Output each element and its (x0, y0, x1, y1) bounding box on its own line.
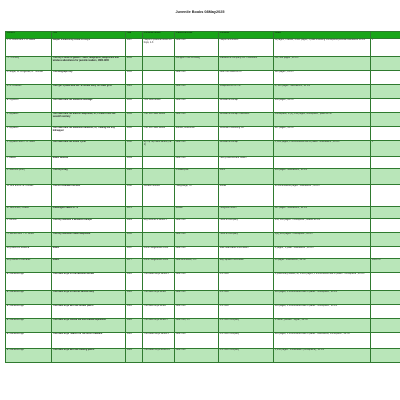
table-cell[interactable]: J. Balard (6, 156, 52, 168)
header-cell[interactable]: Publisher (219, 32, 274, 39)
table-cell[interactable]: Radio Rescue (52, 156, 126, 168)
table-cell[interactable]: New York (175, 112, 219, 126)
table-cell[interactable] (371, 98, 400, 112)
table-cell[interactable] (143, 206, 175, 218)
table-cell[interactable]: Hurst & Company (219, 218, 274, 232)
table-cell[interactable]: A.L. Burt Company (219, 348, 274, 362)
table-cell[interactable]: 1977 (126, 258, 143, 272)
table-cell[interactable]: Harper & Brothers (219, 38, 274, 56)
table-cell[interactable] (143, 70, 175, 84)
table-cell[interactable]: The radio boys series 1 (143, 318, 175, 332)
header-cell[interactable]: Notes (274, 32, 371, 39)
table-cell[interactable]: 1947 (126, 246, 143, 258)
table-cell[interactable]: Racine, Wisconsin (175, 126, 219, 140)
table-cell[interactable]: The Tom Swift series (143, 126, 175, 140)
table-row[interactable] (6, 290, 400, 304)
table-cell[interactable]: A.L. Burt (219, 304, 274, 318)
table-cell[interactable]: 1 (371, 38, 400, 56)
table-cell[interactable]: Parkland & Company Inc. Publishers (219, 56, 274, 70)
table-cell[interactable] (371, 232, 400, 246)
table-cell[interactable]: 36 pages : illustrations ; 20 cm (274, 258, 371, 272)
table-cell[interactable]: 1922 (126, 304, 143, 318)
table-row[interactable] (6, 304, 400, 318)
table-row[interactable] (6, 184, 400, 206)
table-cell[interactable]: Decatur scenes (143, 184, 175, 206)
table-cell[interactable]: Blue Seal Radio Information (219, 246, 274, 258)
table-cell[interactable]: New Brunswick, N.J. (175, 258, 219, 272)
table-cell[interactable] (143, 156, 175, 168)
table-cell[interactable]: The boy inventor's wireless triumph (52, 218, 126, 232)
table-cell[interactable]: W. Bird and W. E. Cordiier (6, 184, 52, 206)
table-row[interactable] (6, 318, 400, 332)
table-cell[interactable]: The radio boys series (143, 304, 175, 318)
table-row[interactable] (6, 246, 400, 258)
table-row[interactable] (6, 38, 400, 56)
table-cell[interactable]: New York (175, 246, 219, 258)
table-row[interactable] (6, 206, 400, 218)
table-cell[interactable]: x, 206 pages, 1 unnumbered leaf of plates : illustrations ; 19 cm (274, 140, 371, 156)
table-cell[interactable]: H. H. Amory (6, 56, 52, 70)
table-cell[interactable]: E. Appleton (6, 98, 52, 112)
table-cell[interactable]: 1005 cm (371, 258, 400, 272)
header-row (6, 32, 400, 39)
table-cell[interactable]: L. Bonner (6, 218, 52, 232)
table-cell[interactable]: Tom Swift and his television detector, or, Trailing the tray kidnapper (52, 126, 126, 140)
table-cell[interactable]: 116 pages ; 19 cm (274, 70, 371, 84)
table-cell[interactable]: 201 pages : illustrations ; 20 cm (274, 168, 371, 184)
table-cell[interactable]: E. Dandeveridge (6, 318, 52, 332)
table-row[interactable] (6, 272, 400, 290)
table-row[interactable] (6, 84, 400, 98)
table-cell[interactable]: 1910 (126, 140, 143, 156)
table-cell[interactable]: E. Dandeveridge (6, 290, 52, 304)
table-cell[interactable] (371, 184, 400, 206)
table-row[interactable] (6, 126, 400, 140)
header-cell[interactable]: Publisher/Series (143, 32, 175, 39)
table-cell[interactable]: V. Appleton and H. R. Garis (6, 140, 52, 156)
table-cell[interactable]: A.L. Burt Company (219, 318, 274, 332)
table-cell[interactable]: Penn (219, 168, 274, 184)
table-cell[interactable]: The radio boys on secret service duty (52, 290, 126, 304)
table-cell[interactable]: B. R. Andrews (6, 84, 52, 98)
table-cell[interactable]: 1922 (126, 318, 143, 332)
table-cell[interactable] (371, 246, 400, 258)
table-cell[interactable]: E. Dandeveridge (6, 348, 52, 362)
table-body (6, 38, 400, 362)
table-cell[interactable] (371, 126, 400, 140)
table-cell[interactable] (143, 84, 175, 98)
table-row[interactable] (6, 348, 400, 362)
table-cell[interactable]: The radio boys series (143, 290, 175, 304)
table-cell[interactable]: The boys bag (52, 168, 126, 184)
table-cell[interactable]: v(3), 205 pages : frontispiece ; 20 cm (274, 232, 371, 246)
table-cell[interactable]: Bay Square Information (219, 258, 274, 272)
table-cell[interactable] (371, 318, 400, 332)
table-cell[interactable]: Henry Altemus and Shann (219, 156, 274, 168)
table-cell[interactable]: 1924 (126, 84, 143, 98)
table-cell[interactable]: The telegraph boy (52, 70, 126, 84)
table-cell[interactable]: A.L. Burt Company (219, 332, 274, 348)
table-cell[interactable]: 216 pages, 1 unnumbered leaf of plates : frontispiece ; 20 cm (274, 290, 371, 304)
books-table (5, 31, 400, 363)
table-cell[interactable]: New York (175, 332, 219, 348)
table-cell[interactable] (371, 332, 400, 348)
table-cell[interactable]: Hurst & Company (219, 232, 274, 246)
table-cell[interactable]: New York (175, 156, 219, 168)
table-cell[interactable] (371, 206, 400, 218)
table-cell[interactable]: By Tip Top Swift series (Ca. 1) (143, 140, 175, 156)
table-cell[interactable]: Paddington takes to TV (52, 206, 126, 218)
table-cell[interactable]: 1 preliminary leaves, vii, 2-216 pages, 1 unnumbered leaf of plates : frontispiece ; 20 cm (274, 272, 371, 290)
table-cell[interactable]: Boston (175, 206, 219, 218)
table-cell[interactable]: Philadelphia (175, 168, 219, 184)
table-cell[interactable] (371, 272, 400, 290)
table-cell[interactable]: 1914 (126, 112, 143, 126)
table-cell[interactable]: New York (175, 304, 219, 318)
header-cell[interactable]: Title (52, 32, 126, 39)
table-cell[interactable]: The radio boys' search for the inca's treasure (52, 332, 126, 348)
table-cell[interactable] (143, 56, 175, 70)
table-cell[interactable]: 1939 (126, 156, 143, 168)
table-cell[interactable]: V. Appleton (6, 126, 52, 140)
table-cell[interactable]: The radio boys on the Mexican border (52, 272, 126, 290)
table-cell[interactable]: New York (175, 290, 219, 304)
table-cell[interactable]: Arlington Hold Crossing (175, 56, 219, 70)
table-cell[interactable]: New York (175, 232, 219, 246)
table-row[interactable] (6, 168, 400, 184)
table-cell[interactable]: Grosset & Dunlap (219, 140, 274, 156)
table-cell[interactable]: New York (175, 98, 219, 112)
table-cell[interactable]: A.L. Burt (219, 272, 274, 290)
table-cell[interactable]: K. Bancroft (illus.) (6, 168, 52, 184)
table-cell[interactable] (371, 56, 400, 70)
table-cell[interactable] (274, 156, 371, 168)
table-cell[interactable]: 2012 (126, 56, 143, 70)
table-cell[interactable]: Whitman Publishing Co. (219, 126, 274, 140)
table-row[interactable] (6, 70, 400, 84)
table-cell[interactable]: The Radio boys series 23 (143, 348, 175, 362)
table-cell[interactable]: Boy inventor's series 1 (143, 218, 175, 232)
table-cell[interactable]: The Radio Boys series 4 (143, 332, 175, 348)
table-cell[interactable]: 1907 (126, 38, 143, 56)
sheet-title: Juvenile Books 08May2025 (175, 10, 225, 14)
table-cell[interactable] (371, 348, 400, 362)
table-cell[interactable]: 1972 (126, 206, 143, 218)
table-row[interactable] (6, 156, 400, 168)
table-cell[interactable]: The Radio Boys series 3 (143, 272, 175, 290)
table-cell[interactable]: E. Dandeveridge (6, 304, 52, 318)
header-cell[interactable]: Authors (6, 32, 52, 39)
table-cell[interactable]: Radio (52, 258, 126, 272)
table-cell[interactable]: The boy Inventors radio telephone (52, 232, 126, 246)
table-row[interactable] (6, 98, 400, 112)
table-cell[interactable]: New York (175, 38, 219, 56)
table-cell[interactable]: A. Edgar, W. Fitzgerald, R. Thomas (6, 70, 52, 84)
table-row[interactable] (6, 332, 400, 348)
table-cell[interactable]: Tom Swift and his wireless message (52, 98, 126, 112)
table-cell[interactable]: The radio boys rescue the lost Alaska expedition (52, 318, 126, 332)
table-cell[interactable]: 1933 (126, 126, 143, 140)
table-cell[interactable]: Roy Daniel of Richards (6, 258, 52, 272)
table-cell[interactable]: Roy Bancroft Rowena (6, 246, 52, 258)
table-cell[interactable]: V. Appleton (6, 112, 52, 126)
header-cell[interactable]: Place/Franchise (175, 32, 219, 39)
table-cell[interactable] (371, 218, 400, 232)
header-cell[interactable] (371, 32, 400, 39)
table-cell[interactable]: Tom Swift and his electric telephone, or, Thrusts from the seventh century (52, 112, 126, 126)
table-cell[interactable]: New York (175, 84, 219, 98)
table-cell[interactable]: 1 colour, preface : digital ; 20 cm (274, 318, 371, 332)
table-cell[interactable]: The radio boys with the iceberg patrol (52, 348, 126, 362)
table-row[interactable] (6, 56, 400, 70)
table-cell[interactable]: 216 pages, 1 unnumbered leaf of plates : frontispiece ; 20 cm (274, 304, 371, 318)
table-cell[interactable]: Snapsfield & Co. Inc. (219, 84, 274, 98)
table-cell[interactable]: Grosset & Dunlap Publishers (219, 112, 274, 126)
table-row[interactable] (6, 112, 400, 126)
table-cell[interactable]: 1911 (126, 98, 143, 112)
header-cell[interactable]: Year (126, 32, 143, 39)
table-cell[interactable]: 127 pages : illustrations ; 22 cm (274, 206, 371, 218)
table-cell[interactable]: Point Hedgeworks 1950 (143, 246, 175, 258)
table-cell[interactable]: A.L. Burt (219, 290, 274, 304)
table-cell[interactable]: Binder (219, 184, 274, 206)
table-cell[interactable]: Your girl's place and her: a combe story for older girls (52, 84, 126, 98)
table-cell[interactable]: Grosset & Dunlap (219, 98, 274, 112)
table-cell[interactable]: New York, NY (175, 318, 219, 332)
table-cell[interactable]: 1924 (126, 348, 143, 362)
table-row[interactable] (6, 140, 400, 156)
table-cell[interactable] (371, 112, 400, 126)
table-cell[interactable] (371, 70, 400, 84)
table-cell[interactable]: New York Reed & Co (219, 70, 274, 84)
table-cell[interactable]: ix, 216 pages : illustrations ; 21 cm (274, 84, 371, 98)
table-row[interactable] (6, 218, 400, 232)
table-cell[interactable]: Tom Swift and his motor cycle (52, 140, 126, 156)
table-cell[interactable]: 1929 (126, 218, 143, 232)
table-cell[interactable] (371, 168, 400, 184)
table-cell[interactable]: The Girl Graham the also (52, 184, 126, 206)
table-cell[interactable]: Hauppauge, NY (175, 184, 219, 206)
table-cell[interactable]: M. Bouroncki, J.Reed (6, 206, 52, 218)
table-cell[interactable]: Harper's practical books for boys, 1-3 (143, 38, 175, 56)
table-cell[interactable] (371, 84, 400, 98)
table-cell[interactable]: New York (175, 348, 219, 362)
table-cell[interactable]: 96 unnumbered pages : illustrations ; 31 cm (274, 184, 371, 206)
table-cell[interactable]: 1922 (126, 272, 143, 290)
table-cell[interactable] (371, 290, 400, 304)
table-cell[interactable] (143, 232, 175, 246)
table-cell[interactable]: New York (175, 70, 219, 84)
table-cell[interactable]: 206 pages ; 20 cm (274, 98, 371, 112)
table-cell[interactable]: Tom Swift series (143, 98, 175, 112)
table-cell[interactable]: The radio boys with the border patrol (52, 304, 126, 318)
table-cell[interactable]: 3 pages ; 1 plate : illustrations ; 20 cm (274, 246, 371, 258)
table-cell[interactable]: 1922 (126, 168, 143, 184)
table-cell[interactable]: H. Benson and T. C. Bruce (6, 232, 52, 246)
table-cell[interactable]: Houghton Mifflin (219, 206, 274, 218)
table-cell[interactable]: The boy's book of gliders : kites, telegraphs, telephones and wireless adventures for juvenile readers, 1880-1900 (52, 56, 126, 70)
table-cell[interactable]: 1922 (126, 290, 143, 304)
table-cell[interactable]: New York (175, 272, 219, 290)
table-cell[interactable]: 1938 (126, 184, 143, 206)
table-cell[interactable]: frontispiece, iv (5), 214 pages, frontispiece ; plate 20 cm (274, 112, 371, 126)
table-cell[interactable]: Harper's Electricity Book for Boys (52, 38, 126, 56)
table-row[interactable] (6, 232, 400, 246)
table-cell[interactable]: The Tom Swift series (143, 112, 175, 126)
table-cell[interactable]: 216 pages, 1 unnumbered leaf of plates : illustrations, frontispiece ; 20 cm (274, 332, 371, 348)
table-cell[interactable]: xxv, 366 pages ; 20 cm (274, 56, 371, 70)
table-cell[interactable]: New York (175, 218, 219, 232)
table-cell[interactable]: 256, 190 pages : frontispiece ; boards 20 cm (274, 218, 371, 232)
table-row[interactable] (6, 258, 400, 272)
table-cell[interactable]: E. Dandeveridge (6, 272, 52, 290)
table-cell[interactable]: 1 (371, 140, 400, 156)
table-cell[interactable] (371, 304, 400, 318)
table-cell[interactable]: Radio (52, 246, 126, 258)
table-cell[interactable]: xii pages, 3 tables, 4-400 pages, 1 plate including frontispiece/pictorial illustrations 19 cm (274, 38, 371, 56)
table-cell[interactable]: L. R. Anson and J. R. Bates (6, 38, 52, 56)
table-cell[interactable]: 1913 (126, 232, 143, 246)
table-cell[interactable]: 1923 (126, 332, 143, 348)
table-cell[interactable]: v, 216 pages : 1 illustration (frontispiece) ; 20 cm (274, 348, 371, 362)
table-cell[interactable]: 217 pages ; 20 cm (274, 126, 371, 140)
table-cell[interactable]: Point Hedgeworks 2002 (143, 258, 175, 272)
table-cell[interactable] (143, 168, 175, 184)
table-cell[interactable]: 1915 (126, 70, 143, 84)
table-cell[interactable]: New York (175, 140, 219, 156)
table-cell[interactable]: E. Dandeveridge (6, 332, 52, 348)
table-cell[interactable] (371, 156, 400, 168)
